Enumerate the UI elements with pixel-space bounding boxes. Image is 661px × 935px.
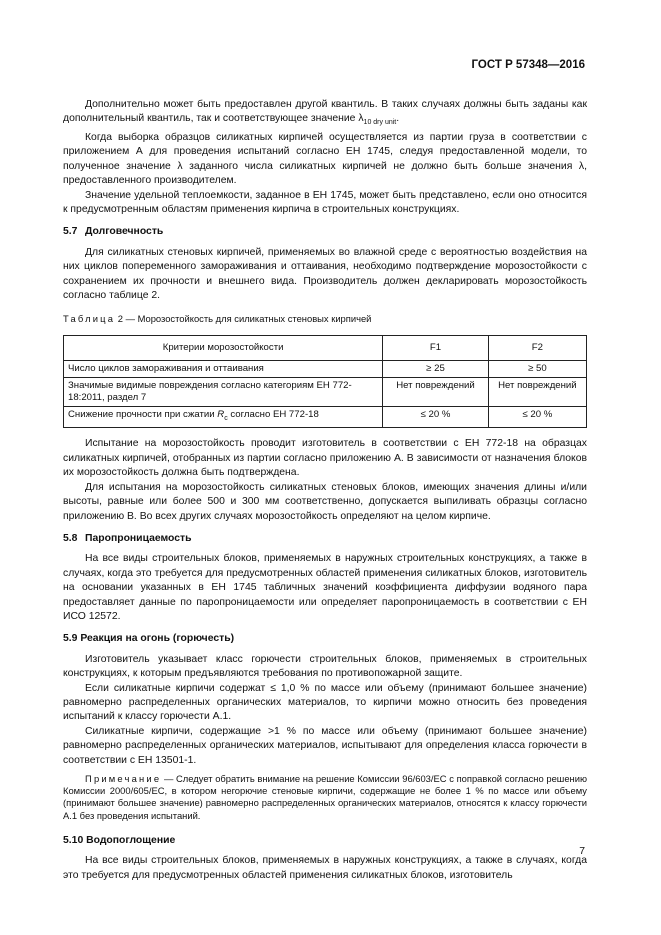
section-5-9-note: Примечание — Следует обратить внимание на решение Комиссии 96/603/ЕС с поправкой согласно решению Комиссии 2000/605/ЕС, в котором негорючие стеновые кирпичи, содержащие не более 1 % по массе или объему (принимают большее значение) равномерно распределенных органических материалов, относятся к классу горючести А.1 без проведения испытаний. <box>63 773 587 821</box>
document-body <box>63 98 587 883</box>
section-5-9-paragraph-3: Силикатные кирпичи, содержащие >1 % по массе или объему (принимают большее значение) равномерно распределенных органических материалов, испытывают для определения класса горючести в соответствии с ЕН 13501-1. <box>63 725 587 766</box>
section-5-9-heading: 5.9 Реакция на огонь (горючесть) <box>63 633 235 645</box>
intro-paragraph-3: Значение удельной теплоемкости, заданное в ЕН 1745, может быть представлено, если оно относится к предусмотренным областям применения кирпича в строительных конструкциях. <box>63 189 587 215</box>
page-number: 7 <box>579 846 585 857</box>
table-cell: Нет повреждений <box>488 377 586 406</box>
intro-paragraph-1: Дополнительно может быть предоставлен другой квантиль. В таких случаях должны быть заданы как дополнительный квантиль, так и соответствующее значение $\lambda_{10 dry unit}$. <box>63 99 587 127</box>
intro-paragraph-2: Когда выборка образцов силикатных кирпичей осуществляется из партии груза в соответствии с приложением А для проведения испытаний согласно ЕН 1745, следуя предоставленной модели, то полученное значение λ заданного числа силикатных кирпичей не должно быть больше значения λ, предоставленного производителем. <box>63 131 587 187</box>
table-cell: Значимые видимые повреждения согласно категориям ЕН 772-18:2011, раздел 7 <box>64 377 383 406</box>
table-header-criteria: Критерии морозостойкости <box>64 335 383 360</box>
section-5-8-heading: 5.8 Паропроницаемость <box>63 532 192 544</box>
table-cell: ≥ 25 <box>383 360 489 377</box>
table-cell: Снижение прочности при сжатии $R_c$ согласно ЕН 772-18 <box>64 407 383 428</box>
frost-resistance-table <box>63 335 587 429</box>
table-cell: Нет повреждений <box>383 377 489 406</box>
section-5-10-heading: 5.10 Водопоглощение <box>63 834 176 846</box>
section-5-7-paragraph-3: Для испытания на морозостойкость силикатных стеновых блоков, имеющих значения длины и/или высоты, равные или более 500 и 300 мм соответственно, допускается выпиливать образцы согласно приложению В. Во всех других случаях морозостойкость определяют на целом кирпиче. <box>63 481 587 522</box>
table-2-caption: Таблица 2 — Морозостойкость для силикатных стеновых кирпичей <box>63 313 372 325</box>
section-5-7-heading: 5.7 Долговечность <box>63 226 164 238</box>
section-5-8-paragraph-1: На все виды строительных блоков, применяемых в наружных строительных конструкциях, а также в случаях, когда это требуется для предусмотренных областей применения силикатных блоков, изготовитель на основании указанных в ЕН 1745 табличных значений коэффициента диффузии водяного пара предоставляет данные по паропроницаемости или определяет паропроницаемость в соответствии с ЕН ИСО 12572. <box>63 553 587 622</box>
table-header-f2: F2 <box>488 335 586 360</box>
section-5-10-paragraph-1: На все виды строительных блоков, применяемых в наружных конструкциях, а также в случаях, когда это требуется для предусмотренных областей применения силикатных блоков, изготовитель <box>63 855 587 881</box>
table-row <box>64 360 587 377</box>
document-header: ГОСТ Р 57348—2016 <box>471 59 585 71</box>
table-cell: ≤ 20 % <box>383 407 489 428</box>
table-cell: ≤ 20 % <box>488 407 586 428</box>
table-row <box>64 407 587 428</box>
table-header-row <box>64 335 587 360</box>
table-cell: ≥ 50 <box>488 360 586 377</box>
table-cell: Число циклов замораживания и оттаивания <box>64 360 383 377</box>
table-row <box>64 377 587 406</box>
section-5-7-paragraph-2: Испытание на морозостойкость проводит изготовитель в соответствии с ЕН 772-18 на образцах силикатных кирпичей, отобранных из партии согласно приложению А. В зависимости от назначения блоков их морозостойкость должна быть подтверждена. <box>63 438 587 479</box>
section-5-7-paragraph-1: Для силикатных стеновых кирпичей, применяемых во влажной среде с вероятностью воздействия на них циклов попеременного замораживания и оттаивания, необходимо подтверждение морозостойкости с сохранением их прочности и внешнего вида. Производитель должен декларировать морозостойкость согласно таблице 2. <box>63 246 587 301</box>
table-header-f1: F1 <box>383 335 489 360</box>
section-5-9-paragraph-2: Если силикатные кирпичи содержат ≤ 1,0 % по массе или объему (принимают большее значение) равномерно распределенных органических материалов, то кирпичи можно относить без проведения испытаний к классу горючести А.1. <box>63 682 587 723</box>
section-5-9-paragraph-1: Изготовитель указывает класс горючести строительных блоков, применяемых в строительных конструкциях, к которым предъявляются требования по противопожарной защите. <box>63 653 587 680</box>
